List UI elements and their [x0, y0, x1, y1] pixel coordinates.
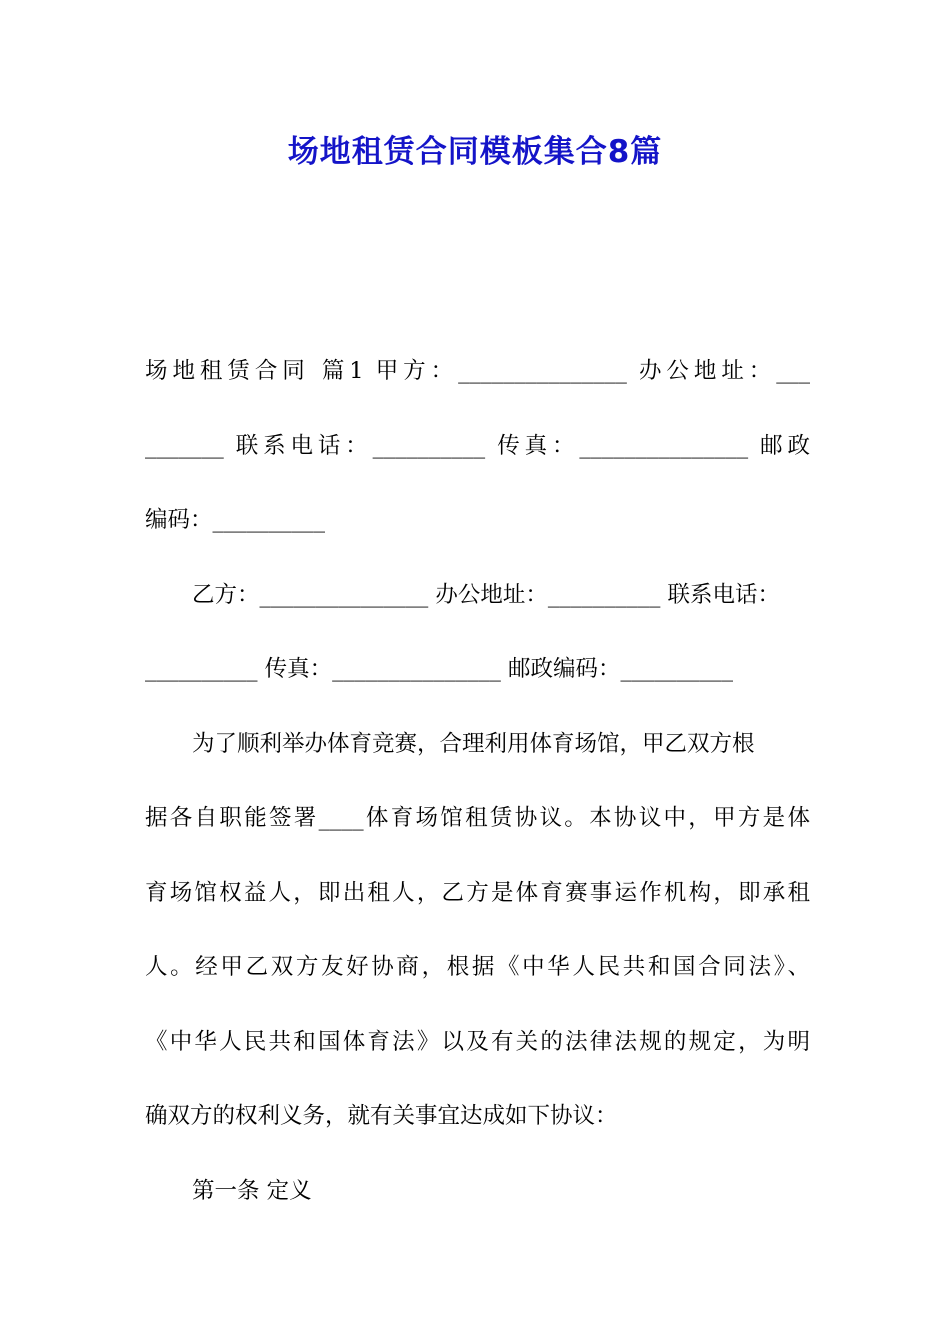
text-line: 据各自职能签署____体育场馆租赁协议。本协议中，甲方是体: [145, 805, 810, 831]
text-line: __________ 传真：_______________ 邮政编码：__________: [145, 656, 734, 682]
text-line: 为了顺利举办体育竞赛，合理利用体育场馆，甲乙双方根: [192, 730, 755, 757]
text-line: 乙方：_______________ 办公地址：__________ 联系电话：: [192, 581, 781, 608]
text-line: _______ 联系电话：__________ 传真：_______________ 邮政: [145, 432, 810, 459]
text-line: 确双方的权利义务，就有关事宜达成如下协议：: [145, 1103, 618, 1129]
text-line: 场地租赁合同 篇1 甲方：_______________ 办公地址：___: [145, 358, 810, 384]
text-line: 编码：__________: [145, 507, 326, 533]
document-body: [145, 334, 810, 1228]
text-line: 《中华人民共和国体育法》以及有关的法律法规的规定，为明: [145, 1028, 810, 1055]
document-title: 场地租赁合同模板集合8篇: [287, 134, 663, 170]
text-line: 育场馆权益人，即出租人，乙方是体育赛事运作机构，即承租: [145, 879, 810, 906]
text-line: 人。经甲乙双方友好协商，根据《中华人民共和国合同法》、: [145, 954, 810, 980]
text-line: 第一条 定义: [192, 1177, 312, 1204]
